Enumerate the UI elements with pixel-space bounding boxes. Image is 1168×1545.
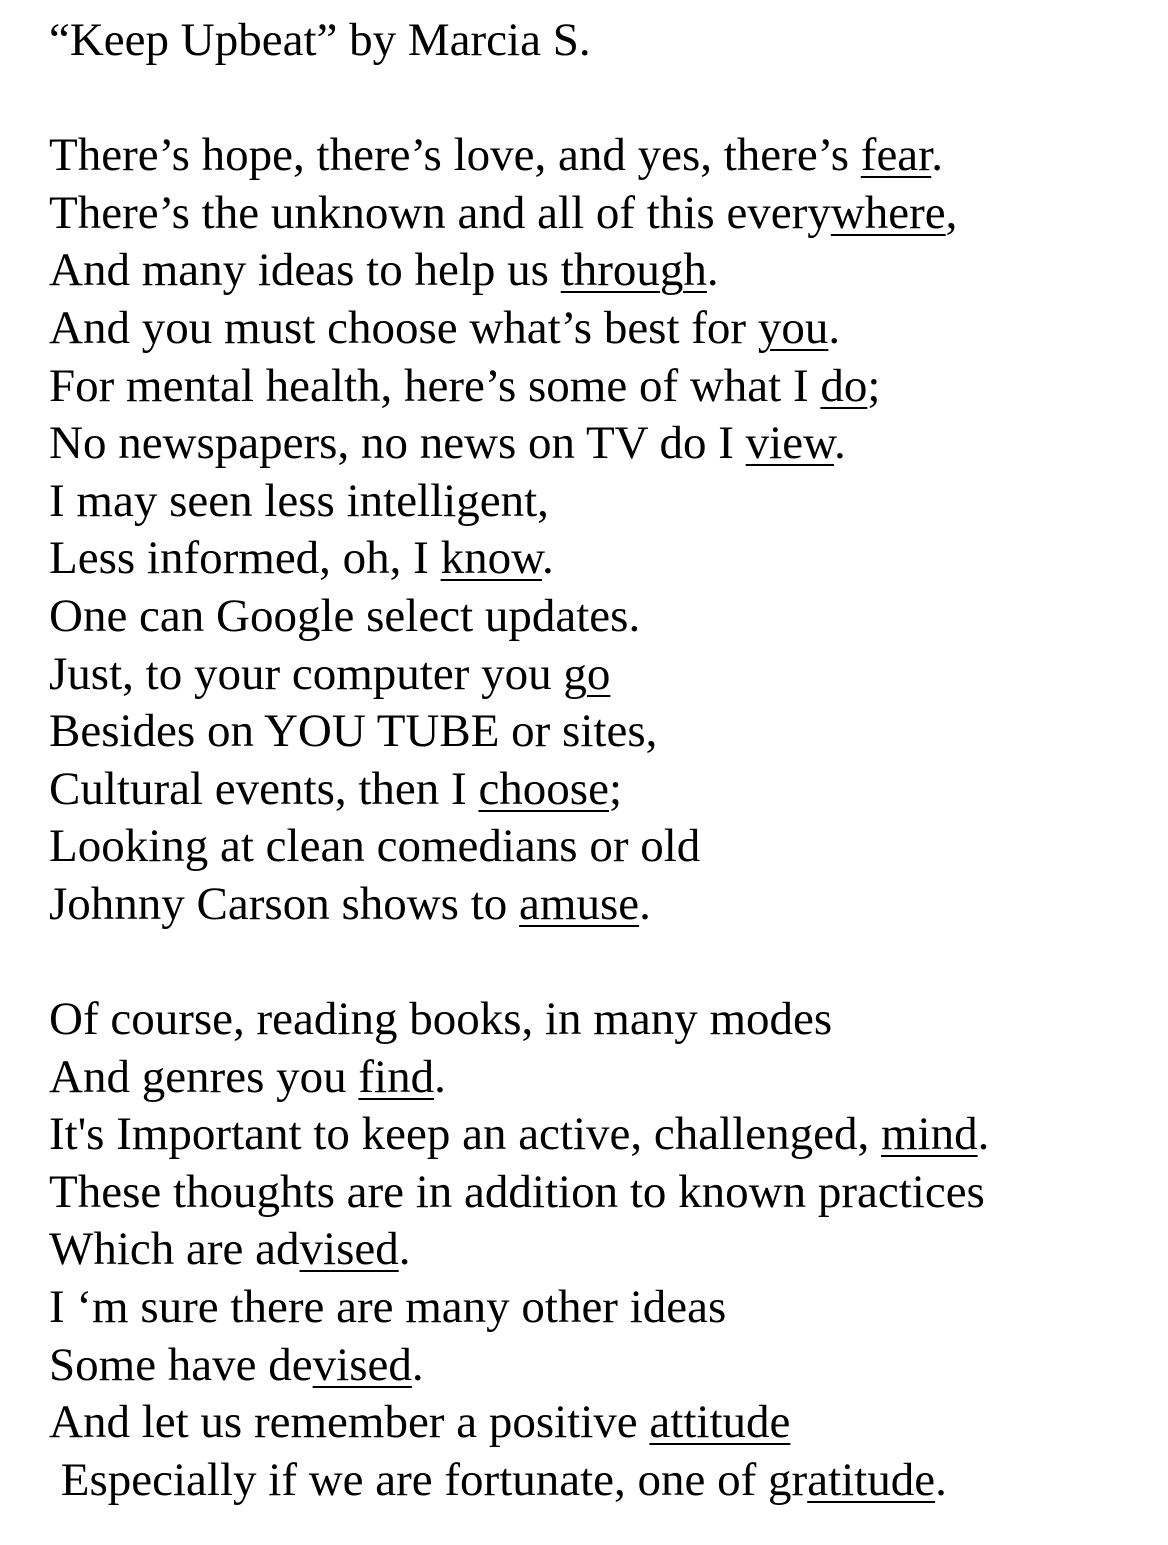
poem-line: It's Important to keep an active, challenged, mind.: [49, 1108, 990, 1161]
poem-line: Less informed, oh, I know.: [49, 532, 554, 585]
stanza-1: [49, 127, 1168, 933]
poem-line: And many ideas to help us through.: [49, 244, 719, 297]
poem-line: Besides on YOU TUBE or sites,: [49, 705, 658, 758]
poem-line: I may seen less intelligent,: [49, 474, 549, 527]
poem-line: There’s the unknown and all of this everywhere,: [49, 186, 958, 239]
poem-line: There’s hope, there’s love, and yes, there’s fear.: [49, 129, 943, 182]
poem-line: Of course, reading books, in many modes: [49, 993, 833, 1046]
stanza-gap: [49, 70, 1168, 128]
poem-line: Johnny Carson shows to amuse.: [49, 877, 651, 930]
poem-line: Cultural events, then I choose;: [49, 762, 623, 815]
poem-title: “Keep Upbeat” by Marcia S.: [49, 14, 591, 66]
poem-line: And let us remember a positive attitude: [49, 1396, 791, 1449]
poem-line: And you must choose what’s best for you.: [49, 301, 841, 354]
poem-line: For mental health, here’s some of what I do;: [49, 359, 881, 412]
poem-line: Which are advised.: [49, 1223, 411, 1276]
poem-line: Looking at clean comedians or old: [49, 820, 701, 873]
poem-line: And genres you find.: [49, 1050, 446, 1103]
poem-line: I ‘m sure there are many other ideas: [49, 1281, 727, 1334]
poem-line: These thoughts are in addition to known practices: [49, 1165, 985, 1218]
poem-line: Just, to your computer you go: [49, 647, 611, 700]
poem-line: No newspapers, no news on TV do I view.: [49, 417, 846, 470]
poem-line: One can Google select updates.: [49, 589, 641, 642]
stanza-2: [49, 991, 1168, 1509]
poem-line: Some have devised.: [49, 1338, 424, 1391]
stanza-gap: [49, 934, 1168, 992]
poem-line: Especially if we are fortunate, one of gratitude.: [49, 1453, 947, 1506]
